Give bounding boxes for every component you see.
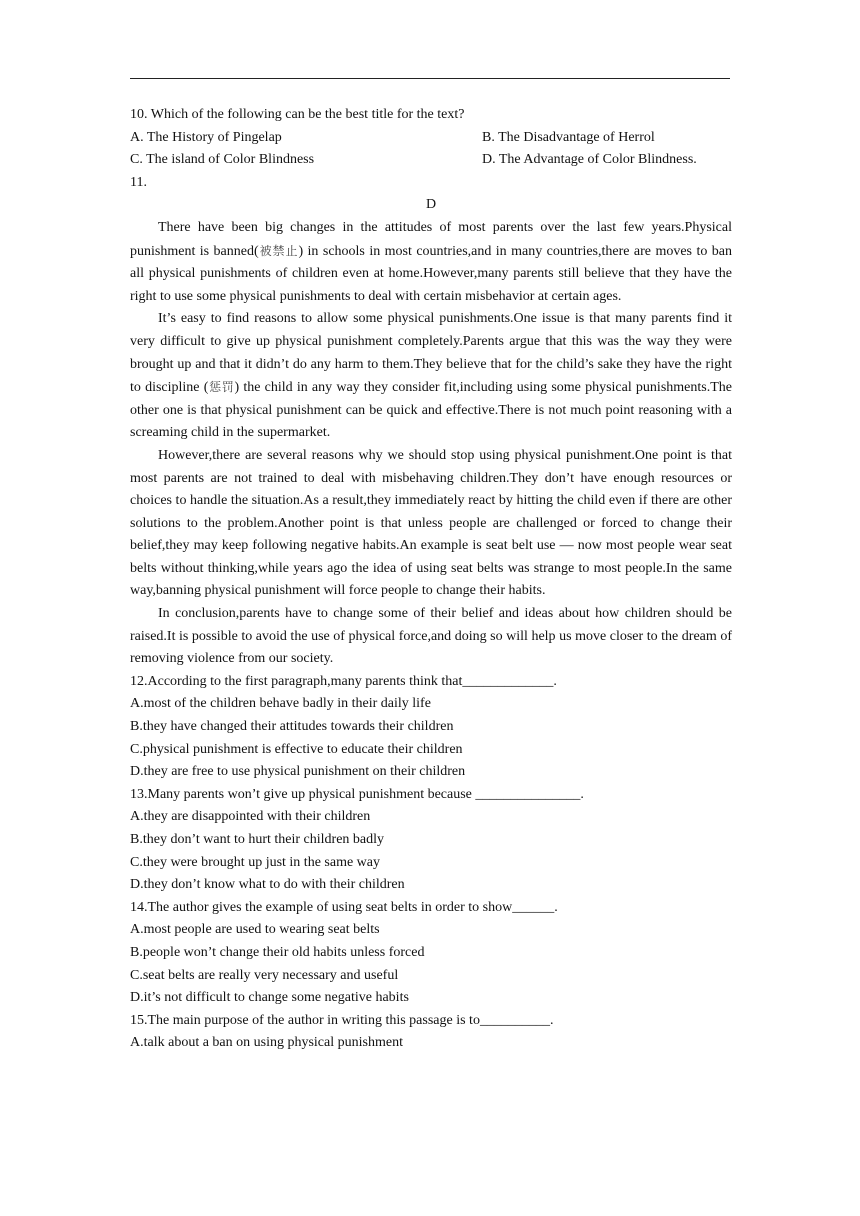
section-label: D (425, 197, 437, 213)
question-12-option-d: D.they are free to use physical punishment on their children (130, 764, 466, 780)
question-10-options-row-1 (130, 127, 732, 150)
question-13-option-d: D.they don’t know what to do with their children (130, 877, 405, 893)
passage-p1-text-b: ) in schools in most countries,and in many countries,there are moves to ban all physical punishments of children even at home.However,many parents still believe that they have the right to use some physical punishments to deal with certain misbehavior at certain ages. (130, 243, 732, 304)
question-11-stem: 11. (130, 174, 147, 190)
header-rule (130, 78, 730, 79)
passage-paragraph-2 (130, 308, 732, 445)
passage-p2-text-a: It’s easy to find reasons to allow some physical punishments.One issue is that many parents find it very difficult to give up physical punishment completely.Parents argue that this was the way they were brought up and that it didn’t do any harm to them.They believe that for the child’s sake they have the right to discipline ( (130, 311, 732, 396)
question-10-option-a: A. The History of Pingelap (130, 129, 282, 145)
question-13-option-b: B.they don’t want to hurt their children badly (130, 832, 385, 847)
passage-paragraph-1 (130, 217, 732, 308)
question-13-stem: 13.Many parents won’t give up physical punishment because _______________. (130, 786, 584, 802)
question-10-stem: 10. Which of the following can be the best title for the text? (130, 107, 465, 122)
passage-p1-text-a: There have been big changes in the attitudes of most parents over the last few years.Physical punishment is banned( (130, 219, 732, 259)
question-15-option-a: A.talk about a ban on using physical punishment (130, 1035, 403, 1051)
passage-p2-text-b: ) the child in any way they consider fit,including using some physical punishments.The other one is that physical punishment can be quick and effective.There is not much point reasoning with a screaming child in the supermarket. (130, 380, 732, 441)
question-13-option-a: A.they are disappointed with their children (130, 809, 371, 825)
question-12-option-c: C.physical punishment is effective to educate their children (130, 741, 463, 757)
question-14-option-d: D.it’s not difficult to change some negative habits (130, 990, 409, 1006)
question-14-option-c: C.seat belts are really very necessary and useful (130, 967, 399, 983)
question-10-option-b: B. The Disadvantage of Herrol (482, 129, 655, 145)
question-13-option-c: C.they were brought up just in the same way (130, 854, 381, 870)
passage-paragraph-4: In conclusion,parents have to change some of their belief and ideas about how children should be raised.It is possible to avoid the use of physical force,and doing so will help us move closer to the dream of removing violence from our society. (130, 606, 732, 667)
question-10-option-c: C. The island of Color Blindness (130, 152, 315, 168)
passage-p1-gloss: 被禁止 (258, 243, 299, 258)
question-12-stem: 12.According to the first paragraph,many parents think that_____________. (130, 673, 557, 689)
question-14-option-a: A.most people are used to wearing seat belts (130, 922, 380, 938)
question-14-stem: 14.The author gives the example of using seat belts in order to show______. (130, 899, 558, 915)
passage-p2-gloss: 惩罚 (208, 380, 235, 395)
question-14-option-b: B.people won’t change their old habits unless forced (130, 944, 425, 960)
question-15-stem: 15.The main purpose of the author in writing this passage is to__________. (130, 1012, 554, 1028)
question-12-option-a: A.most of the children behave badly in their daily life (130, 696, 431, 712)
question-10-option-d: D. The Advantage of Color Blindness. (482, 152, 697, 168)
page-content (130, 104, 732, 1055)
passage-paragraph-3: However,there are several reasons why we should stop using physical punishment.One point is that most parents are not trained to deal with misbehaving children.They don’t have enough resources or choices to handle the situation.As a result,they immediately react by hitting the child even if there are other solutions to the problem.Another point is that unless people are challenged or forced to change their belief,they may keep following negative habits.An example is seat belt use — now most people wear seat belts without thinking,while years ago the idea of using seat belts was strange to most people.In the same way,banning physical punishment will force people to change their habits. (130, 447, 732, 599)
question-10-options-row-2 (130, 149, 732, 172)
question-12-option-b: B.they have changed their attitudes towards their children (130, 719, 454, 735)
